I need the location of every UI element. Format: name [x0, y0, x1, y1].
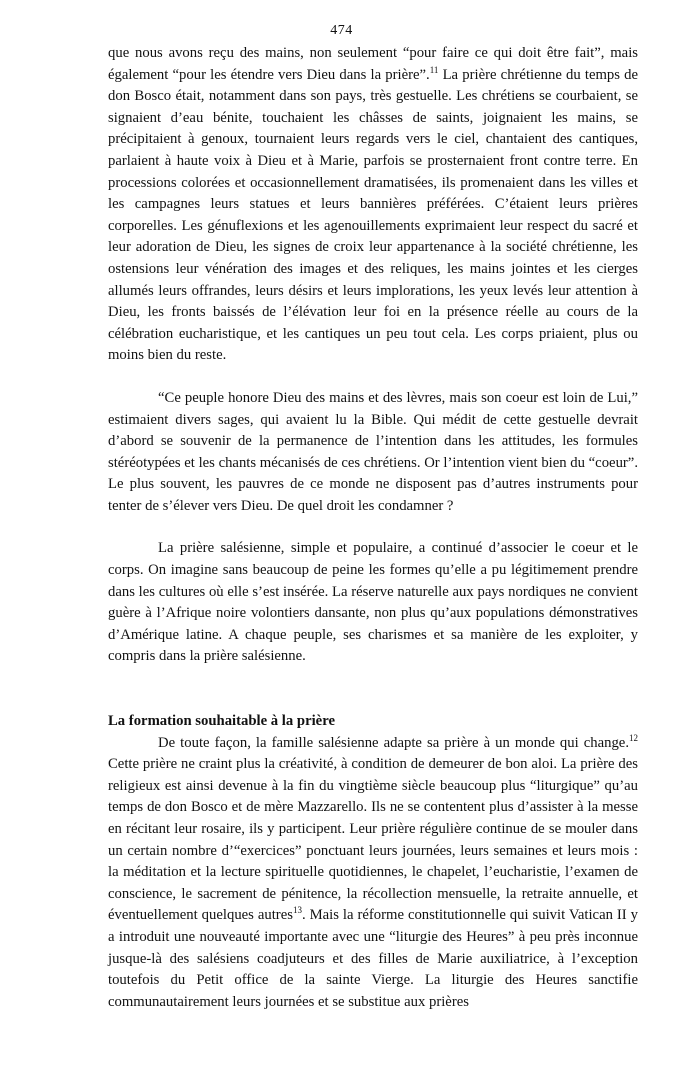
paragraph-4-text-a: De toute façon, la famille salésienne adapte sa prière à un monde qui change.	[158, 734, 629, 751]
paragraph-4-text-b: Cette prière ne craint plus la créativité, à condition de demeurer de bon aloi. La prière des religieux est ainsi devenue à la fin du vingtième siècle beaucoup plus “liturgique” qu’au temps de don Bosco et de mère Mazzarello. Ils ne se contentent plus d’assister à la messe en récitant leur rosaire, ils y participent. Leur prière régulière continue de se mouler dans un certain nombre d’“exercices” ponctuant leurs journées, leurs semaines et leurs mois : la méditation et la lecture spirituelle quotidiennes, le chapelet, l’eucharistie, l’examen de conscience, le sacrement de pénitence, la récollection mensuelle, la retraite annuelle, et éventuellement quelques autres	[108, 756, 638, 924]
paragraph-3: La prière salésienne, simple et populaire, a continué d’associer le coeur et le corps. On imagine sans beaucoup de peine les formes qu’elle a pu légitimement prendre dans les cultures où elle s’est insérée. La réserve naturelle aux pays nordiques ne convient guère à l’Afrique noire volontiers dansante, non plus qu’aux populations démonstratives d’Amérique latine. A chaque peuple, ses charismes et sa manière de les exploiter, y compris dans la prière salésienne.	[108, 540, 638, 665]
footnote-ref-12: 12	[629, 732, 638, 743]
paragraph-2: “Ce peuple honore Dieu des mains et des lèvres, mais son coeur est loin de Lui,” estimaient divers sages, qui avaient lu la Bible. Qui médit de cette gestuelle devrait d’abord se souvenir de la permanence de l’intention dans les attitudes, les formules stéréotypées et les chants mécanisés de ces chrétiens. Or l’intention vient bien du “coeur”. Le plus souvent, les pauvres de ce monde ne disposent pas d’autres instruments pour tenter de s’élever vers Dieu. De quel droit les condamner ?	[108, 389, 638, 514]
footnote-ref-11: 11	[429, 64, 439, 75]
footnote-ref-13: 13	[292, 905, 302, 916]
paragraph-1-text: que nous avons reçu des mains, non seulement “pour faire ce qui doit être fait”, mais également “pour les étendre vers Dieu dans la prière”.	[108, 45, 638, 83]
paragraph-gap	[108, 517, 638, 538]
paragraph-1-text-rest: La prière chrétienne du temps de don Bosco était, notamment dans son pays, très gestuelle. Les chrétiens se courbaient, se signaient d’eau bénite, touchaient les châsses de saints, joignaient les mains, se précipitaient à genoux, tournaient leurs regards vers le ciel, chantaient des cantiques, parlaient à haute voix à Dieu et à Marie, parfois se prosternaient front contre terre. En processions colorées et occasionnellement dramatisées, ils promenaient dans les villes et les campagnes leurs statues et leurs bannières préférées. C’étaient leurs prières corporelles. Les génuflexions et les agenouillements exprimaient leur respect du sacré et leur adoration de Dieu, les signes de croix leur appartenance à la société chrétienne, les ostensions leur vénération des images et des reliques, les mains jointes et les cierges allumés leurs offrandes, leurs désirs et leurs implorations, les yeux levés leur attention à Dieu, les fronts baissés de l’élévation leur foi en la présence réelle au cours de la célébration eucharistique, et les cantiques un peu tout cela. Les corps priaient, plus ou moins bien du reste.	[108, 66, 638, 364]
section-heading: La formation souhaitable à la prière	[108, 713, 335, 730]
paragraph-gap	[108, 367, 638, 388]
section-gap	[108, 668, 638, 711]
paragraph-4-text-c: . Mais la réforme constitutionnelle qui suivit Vatican II y a introduit une nouveauté importante avec une “liturgie des Heures” à peu près inconnue jusque-là des salésiens coadjuteurs et des filles de Marie auxiliatrice, à l’exception toutefois du Petit office de la sainte Vierge. La liturgie des Heures sanctifie communautairement leurs journées et se substitue aux prières	[108, 907, 638, 1010]
page-body	[108, 43, 638, 1013]
paragraph-1	[108, 43, 638, 367]
paragraph-4	[108, 733, 638, 1014]
page-number: 474	[330, 23, 353, 38]
